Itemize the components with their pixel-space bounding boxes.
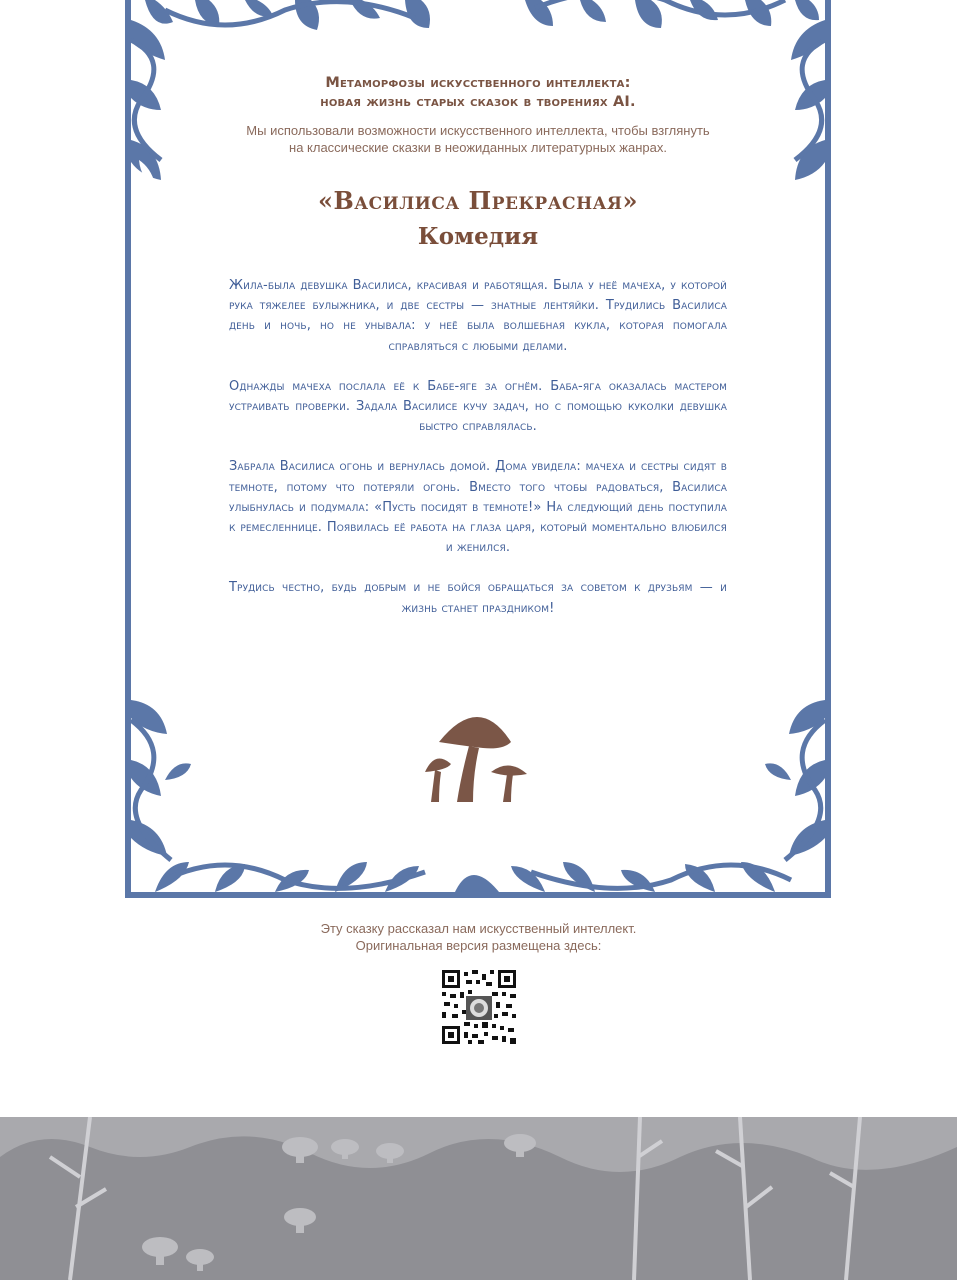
footer-note	[0, 920, 957, 954]
story-paragraph-3: Забрала Василиса огонь и вернулась домой. Дома увидела: мачеха и сестры сидят в темноте, потому что потеряли огонь. Вместо того чтобы радоваться, Василиса улыбнулась и подумала: «Пусть посидят в темноте!» На следующий день поступила к ремесленнице. Появилась её работа на глаза царя, который моментально влюбился и женился.	[229, 459, 727, 556]
tale-genre: Комедия	[417, 223, 539, 250]
story-paragraph-1: Жила-была девушка Василиса, красивая и работящая. Была у неё мачеха, у которой рука тяжелее булыжника, и две сестры — знатные лентяйки. Трудились Василиса день и ночь, но не унывала: у неё была волшебная кукла, которая помогала справляться с любыми делами.	[229, 278, 727, 354]
mushrooms-illustration	[421, 702, 537, 806]
forest-background	[0, 1117, 957, 1280]
series-title	[125, 74, 831, 112]
series-subtitle-line2: на классические сказки в неожиданных литературных жанрах.	[289, 140, 667, 155]
series-title-line2: новая жизнь старых сказок в творениях AI.	[320, 94, 636, 110]
footer-line1: Эту сказку рассказал нам искусственный интеллект.	[320, 921, 637, 936]
story-text	[229, 276, 727, 639]
series-title-line1: Метаморфозы искусственного интеллекта:	[325, 75, 631, 91]
footer-line2: Оригинальная версия размещена здесь:	[355, 938, 602, 953]
story-paragraph-2: Однажды мачеха послала её к Бабе-яге за огнём. Баба-яга оказалась мастером устраивать проверки. Задала Василисе кучу задач, но с помощью куколки девушка быстро справлялась.	[229, 378, 727, 435]
series-subtitle-line1: Мы использовали возможности искусственного интеллекта, чтобы взглянуть	[246, 123, 710, 138]
ornamental-frame	[125, 0, 831, 898]
qr-code[interactable]	[442, 970, 516, 1044]
story-paragraph-4: Трудись честно, будь добрым и не бойся обращаться за советом к друзьям — и жизнь станет праздником!	[229, 580, 727, 616]
tale-title: «Василиса Прекрасная»	[318, 186, 638, 215]
series-subtitle	[125, 122, 831, 156]
